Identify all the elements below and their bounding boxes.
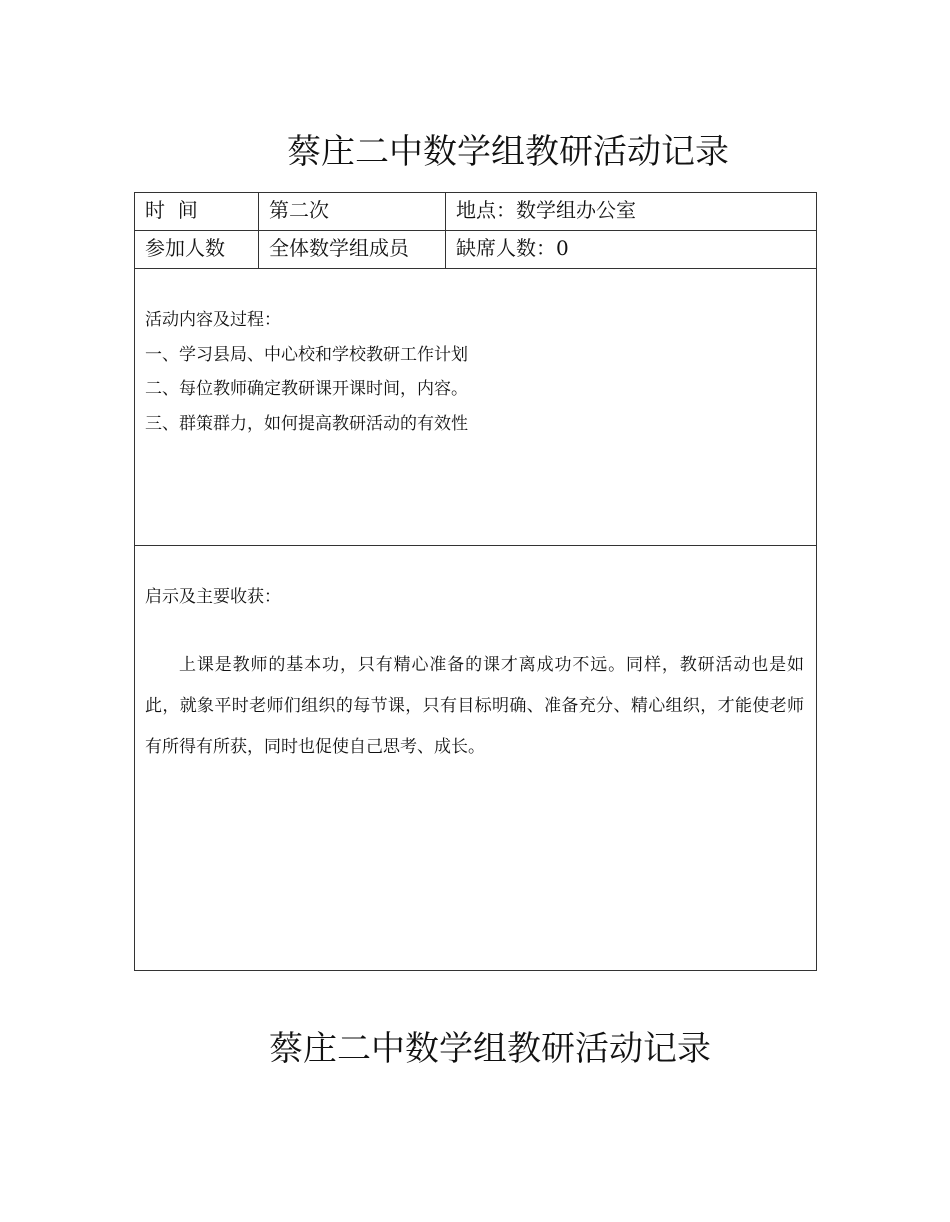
content-item-3: 三、群策群力，如何提高教研活动的有效性	[145, 413, 468, 434]
table-row-insight	[135, 546, 817, 971]
table-row-attendance	[135, 231, 817, 269]
insight-heading: 启示及主要收获：	[145, 587, 281, 607]
activity-record-table	[134, 192, 817, 971]
time-label: 时 间	[145, 198, 198, 222]
content-item-1: 一、学习县局、中心校和学校教研工作计划	[145, 344, 468, 365]
content-cell	[135, 269, 817, 546]
content-item-2: 二、每位教师确定教研课开课时间，内容。	[145, 379, 468, 399]
content-block	[135, 269, 816, 441]
attendance-value-cell	[259, 231, 446, 269]
location-text: 地点：数学组办公室	[456, 198, 636, 222]
insight-cell	[135, 546, 817, 971]
table-row-content	[135, 269, 817, 546]
insight-paragraph: 上课是教师的基本功，只有精心准备的课才离成功不远。同样，教研活动也是如此，就象平时老师们组织的每节课，只有目标明确、准备充分、精心组织，才能使老师有所得有所获，同时也促使自己思考、成长。	[145, 654, 804, 757]
location-cell	[446, 193, 817, 231]
attendance-label: 参加人数	[145, 236, 225, 260]
time-value-cell	[259, 193, 446, 231]
absent-cell	[446, 231, 817, 269]
time-label-cell	[135, 193, 259, 231]
insight-block	[135, 546, 816, 768]
attendance-value: 全体数学组成员	[269, 236, 409, 260]
absent-text: 缺席人数：0	[456, 236, 569, 260]
attendance-label-cell	[135, 231, 259, 269]
next-page-title: 蔡庄二中数学组教研活动记录	[269, 1029, 711, 1069]
time-value: 第二次	[269, 198, 329, 222]
page-title: 蔡庄二中数学组教研活动记录	[287, 132, 729, 172]
table-row-time	[135, 193, 817, 231]
content-heading: 活动内容及过程：	[145, 310, 281, 330]
